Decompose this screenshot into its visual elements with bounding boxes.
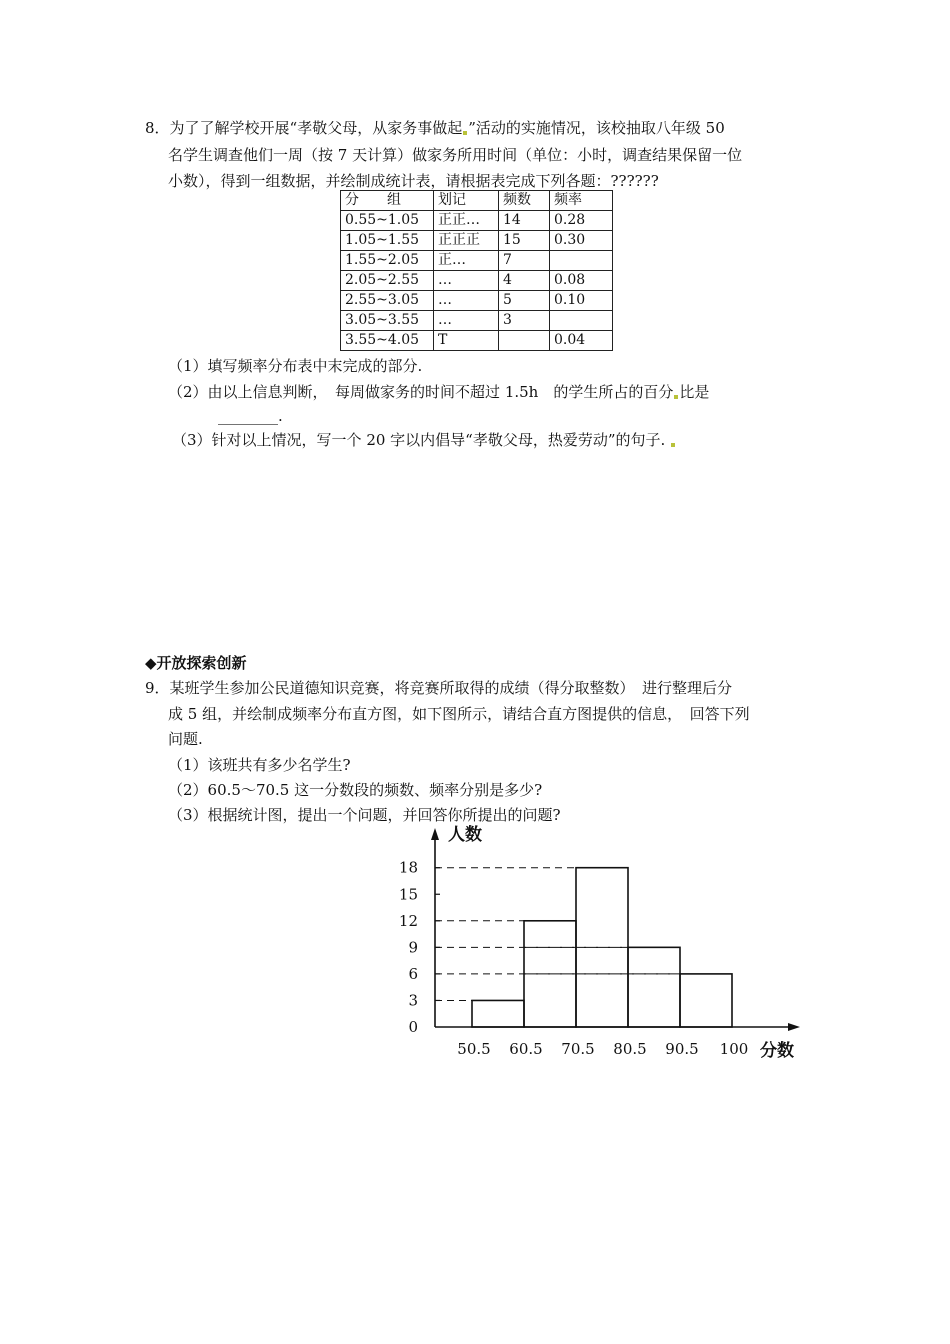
table-cell: 1.55~2.05: [341, 251, 434, 271]
y-tick-label: 0: [408, 1018, 418, 1036]
q8-sub2: （2）由以上信息判断， 每周做家务的时间不超过 1.5h 的学生所占的百分 比是: [168, 383, 710, 401]
x-tick-label: 100: [719, 1040, 749, 1058]
table-cell: …: [434, 311, 499, 331]
table-cell: 7: [499, 251, 550, 271]
q8-sub3: （3）针对以上情况，写一个 20 字以内倡导“孝敬父母，热爱劳动”的句子.: [172, 430, 676, 450]
table-header-cell: 频数: [499, 191, 550, 211]
table-cell: 3.05~3.55: [341, 311, 434, 331]
q9-sub2: （2）60.5～70.5 这一分数段的频数、频率分别是多少?: [168, 781, 543, 799]
table-header-cell: 频率: [550, 191, 613, 211]
table-header-cell: 分 组: [341, 191, 434, 211]
x-tick-label: 90.5: [665, 1040, 699, 1058]
y-axis-label: 人数: [448, 825, 482, 845]
y-tick-label: 12: [398, 911, 418, 930]
y-tick-label: 9: [408, 938, 418, 957]
table-cell: 0.28: [550, 211, 613, 231]
y-tick-label: 15: [398, 885, 418, 904]
table-cell: 4: [499, 271, 550, 291]
table-cell: 14: [499, 211, 550, 231]
table-cell: 0.04: [550, 331, 613, 351]
y-tick-label: 18: [398, 858, 418, 877]
table-cell: …: [434, 271, 499, 291]
x-axis-label: 分数: [760, 1041, 794, 1061]
y-tick-label: 6: [408, 964, 418, 983]
table-cell: 1.05~1.55: [341, 231, 434, 251]
x-tick-label: 60.5: [509, 1040, 543, 1058]
q8-sub1: （1）填写频率分布表中末完成的部分.: [168, 357, 423, 375]
q9-sub1: （1）该班共有多少名学生?: [168, 756, 351, 774]
q9-sub3: （3）根据统计图，提出一个问题，并回答你所提出的问题?: [168, 806, 561, 824]
table-cell: 3: [499, 311, 550, 331]
table-cell: 15: [499, 231, 550, 251]
table-cell: 正…: [434, 251, 499, 271]
table-cell: T: [434, 331, 499, 351]
q8-sub2-blank: ________.: [218, 407, 283, 425]
table-cell: 3.55~4.05: [341, 331, 434, 351]
table-cell: 2.55~3.05: [341, 291, 434, 311]
table-cell: 0.08: [550, 271, 613, 291]
table-cell: 0.10: [550, 291, 613, 311]
q9-line2: 成 5 组，并绘制成频率分布直方图，如下图所示，请结合直方图提供的信息， 回答下列: [168, 705, 750, 723]
table-cell: 正正…: [434, 211, 499, 231]
x-tick-label: 50.5: [457, 1040, 491, 1058]
table-cell: 5: [499, 291, 550, 311]
q8-line1: 8．为了了解学校开展“孝敬父母，从家务事做起 ”活动的实施情况，该校抽取八年级 50: [145, 119, 725, 137]
table-cell: 0.55~1.05: [341, 211, 434, 231]
table-cell: 0.30: [550, 231, 613, 251]
x-axis-arrow: [788, 1023, 800, 1031]
table-cell: …: [434, 291, 499, 311]
table-cell: 正正正: [434, 231, 499, 251]
x-tick-label: 80.5: [613, 1040, 647, 1058]
y-tick-label: 3: [408, 991, 418, 1010]
histogram-bar: [680, 974, 732, 1027]
q8-line3: 小数），得到一组数据，并绘制成统计表，请根据表完成下列各题：??????: [168, 172, 659, 190]
q9-line1: 9．某班学生参加公民道德知识竞赛，将竞赛所取得的成绩（得分取整数） 进行整理后分: [145, 679, 733, 697]
histogram-bar: [628, 947, 680, 1027]
histogram-bar: [472, 1000, 524, 1027]
x-tick-label: 70.5: [561, 1040, 595, 1058]
section-title: ◆开放探索创新: [145, 654, 247, 672]
table-cell: 2.05~2.55: [341, 271, 434, 291]
q9-line3: 问题.: [168, 730, 203, 748]
q8-line2: 名学生调查他们一周（按 7 天计算）做家务所用时间（单位：小时，调查结果保留一位: [168, 146, 743, 164]
y-axis-arrow: [431, 828, 439, 840]
table-header-cell: 划记: [434, 191, 499, 211]
